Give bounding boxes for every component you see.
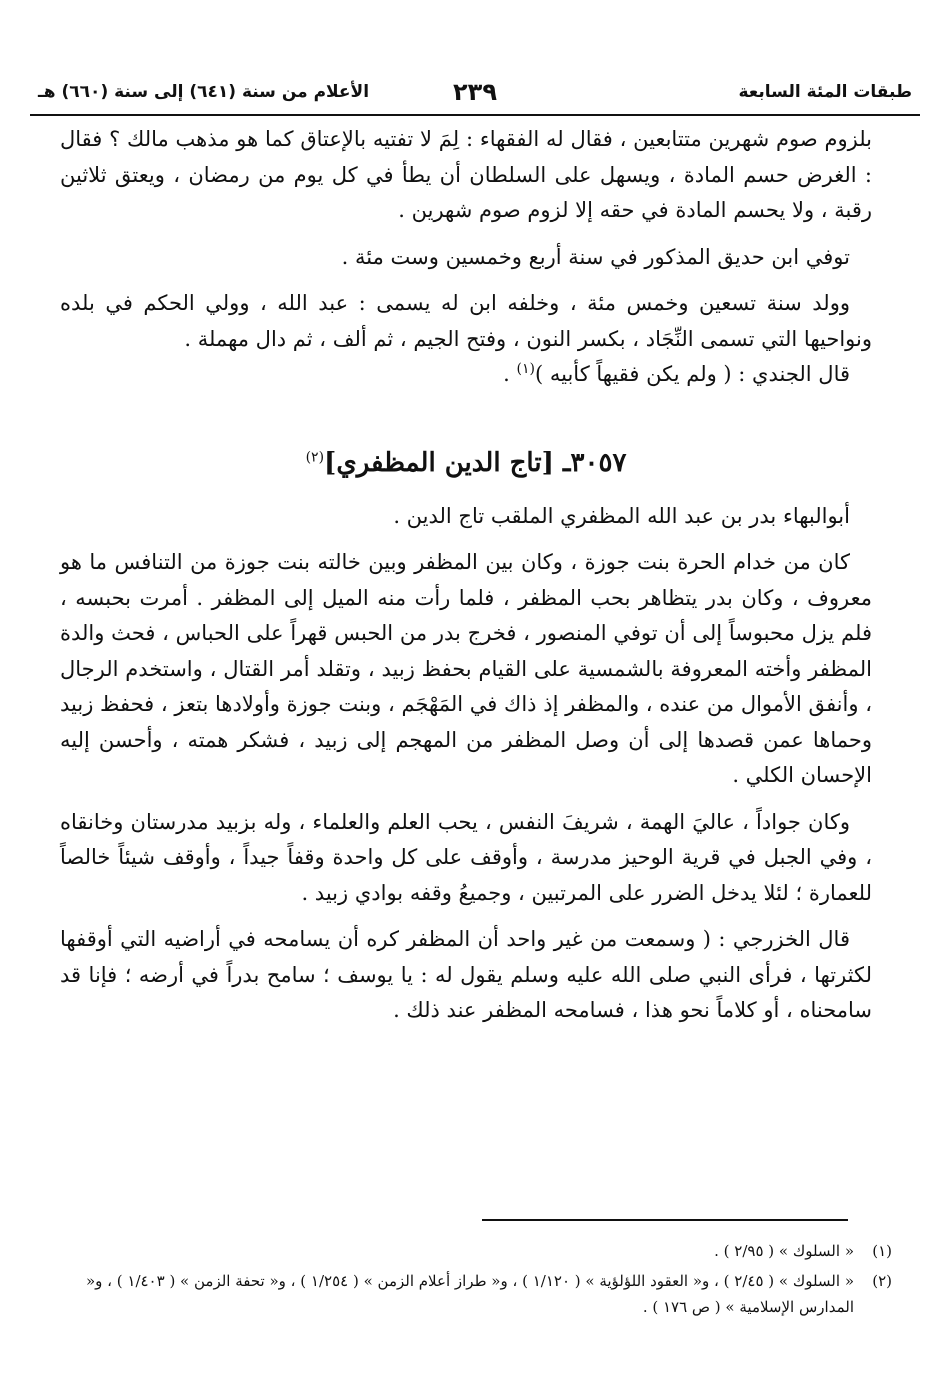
footnote-text: « السلوك » ( ٢/٤٥ ) ، و« العقود اللؤلؤية » ( ١/١٢٠ ) ، و« طراز أعلام الزمن » ( ١/٢٥٤ ) ، و« تحفة الزمن » ( ١/٤٠٣ ) ، و« المدارس الإسلامية » ( ص ١٧٦ ) . <box>85 1272 854 1316</box>
footnote-separator <box>482 1219 848 1221</box>
footnote-number: (١) <box>872 1242 892 1260</box>
quote-tail: . <box>503 362 517 386</box>
paragraph: توفي ابن حديق المذكور في سنة أربع وخمسين وست مئة . <box>341 244 850 269</box>
entry-title: ٣٠٥٧ـ [تاج الدين المظفري] <box>324 447 627 478</box>
main-text <box>60 122 872 1029</box>
footnote-text: « السلوك » ( ٢/٩٥ ) . <box>714 1242 854 1260</box>
footnote-ref-2: (٢) <box>305 448 325 465</box>
footnote-ref-1: (١) <box>516 361 535 377</box>
header-range-title: الأعلام من سنة (٦٤١) إلى سنة (٦٦٠) هـ <box>38 82 370 102</box>
paragraph: بلزوم صوم شهرين متتابعين ، فقال له الفقهاء : لِمَ لا تفتيه بالإعتاق كما هو مذهب مالك ؟ فقال : الغرض حسم المادة ، ويسهل على السلطان أن يطأ في كل يوم من رمضان ، ويعتق ثلاثين رقبة ، ولا يحسم المادة في حقه إلا لزوم صوم شهرين . <box>60 127 872 222</box>
page-number: ٢٣٩ <box>453 78 497 106</box>
paragraph: وكان جواداً ، عاليَ الهمة ، شريفَ النفس ، يحب العلم والعلماء ، وله بزبيد مدرستان وخانقاه ، وفي الجبل في قرية الوحيز مدرسة ، وأوقف على كل واحدة وقفاً جيداً ، وأوقف شيئاً خالصاً للعمارة ؛ لئلا يدخل الضرر على المرتبين ، وجميعُ وقفه بوادي زبيد . <box>60 809 872 905</box>
paragraph-quote <box>60 357 872 393</box>
footnote <box>60 1268 892 1320</box>
entry-heading <box>60 443 872 483</box>
footnote-number: (٢) <box>872 1272 892 1290</box>
paragraph: وولد سنة تسعين وخمس مئة ، وخلفه ابن له يسمى : عبد الله ، وولي الحكم في بلده ونواحيها التي تسمى النِّجَاد ، بكسر النون ، وفتح الجيم ، ثم ألف ، ثم دال مهملة . <box>60 291 872 351</box>
running-header <box>30 80 920 116</box>
paragraph: كان من خدام الحرة بنت جوزة ، وكان بين المظفر وبين خالته بنت جوزة من التنافس ما هو معروف ، وكان بدر يتظاهر بحب المظفر ، فلما رأت منه الميل إلى المظفر . أمرت بحبسه ، فلم يزل محبوساً إلى أن توفي المنصور ، فخرج بدر من الحبس قهراً على الحباس ، فحث والدة المظفر وأخته المعروفة بالشمسية على القيام بحفظ زبيد ، وتقلد أمر القتال ، واستخدم الرجال ، وأنفق الأموال من عنده ، والمظفر إذ ذاك في المَهْجَم ، وبنت جوزة وأولادها بتعز ، فحفظ زبيد وحماها عمن قصدها إلى أن وصل المظفر من المهجم إلى زبيد ، فشكر همته ، وأحسن إليه الإحسان الكلي . <box>60 550 872 787</box>
paragraph: قال الخزرجي : ( وسمعت من غير واحد أن المظفر كره أن يسامحه في أراضيه التي أوقفها لكثرتها ، فرأى النبي صلى الله عليه وسلم يقول له : يا يوسف ؛ سامح بدراً في أرضه ؛ فإنا قد سامحناه ، أو كلاماً نحو هذا ، فسامحه المظفر عند ذلك . <box>60 927 872 1022</box>
paragraph: أبوالبهاء بدر بن عبد الله المظفري الملقب تاج الدين . <box>393 503 850 528</box>
footnotes <box>60 1238 892 1324</box>
quote-text: قال الجندي : ( ولم يكن فقيهاً كأبيه ) <box>535 362 850 386</box>
header-section-title: طبقات المئة السابعة <box>738 82 912 102</box>
footnote <box>60 1238 892 1264</box>
